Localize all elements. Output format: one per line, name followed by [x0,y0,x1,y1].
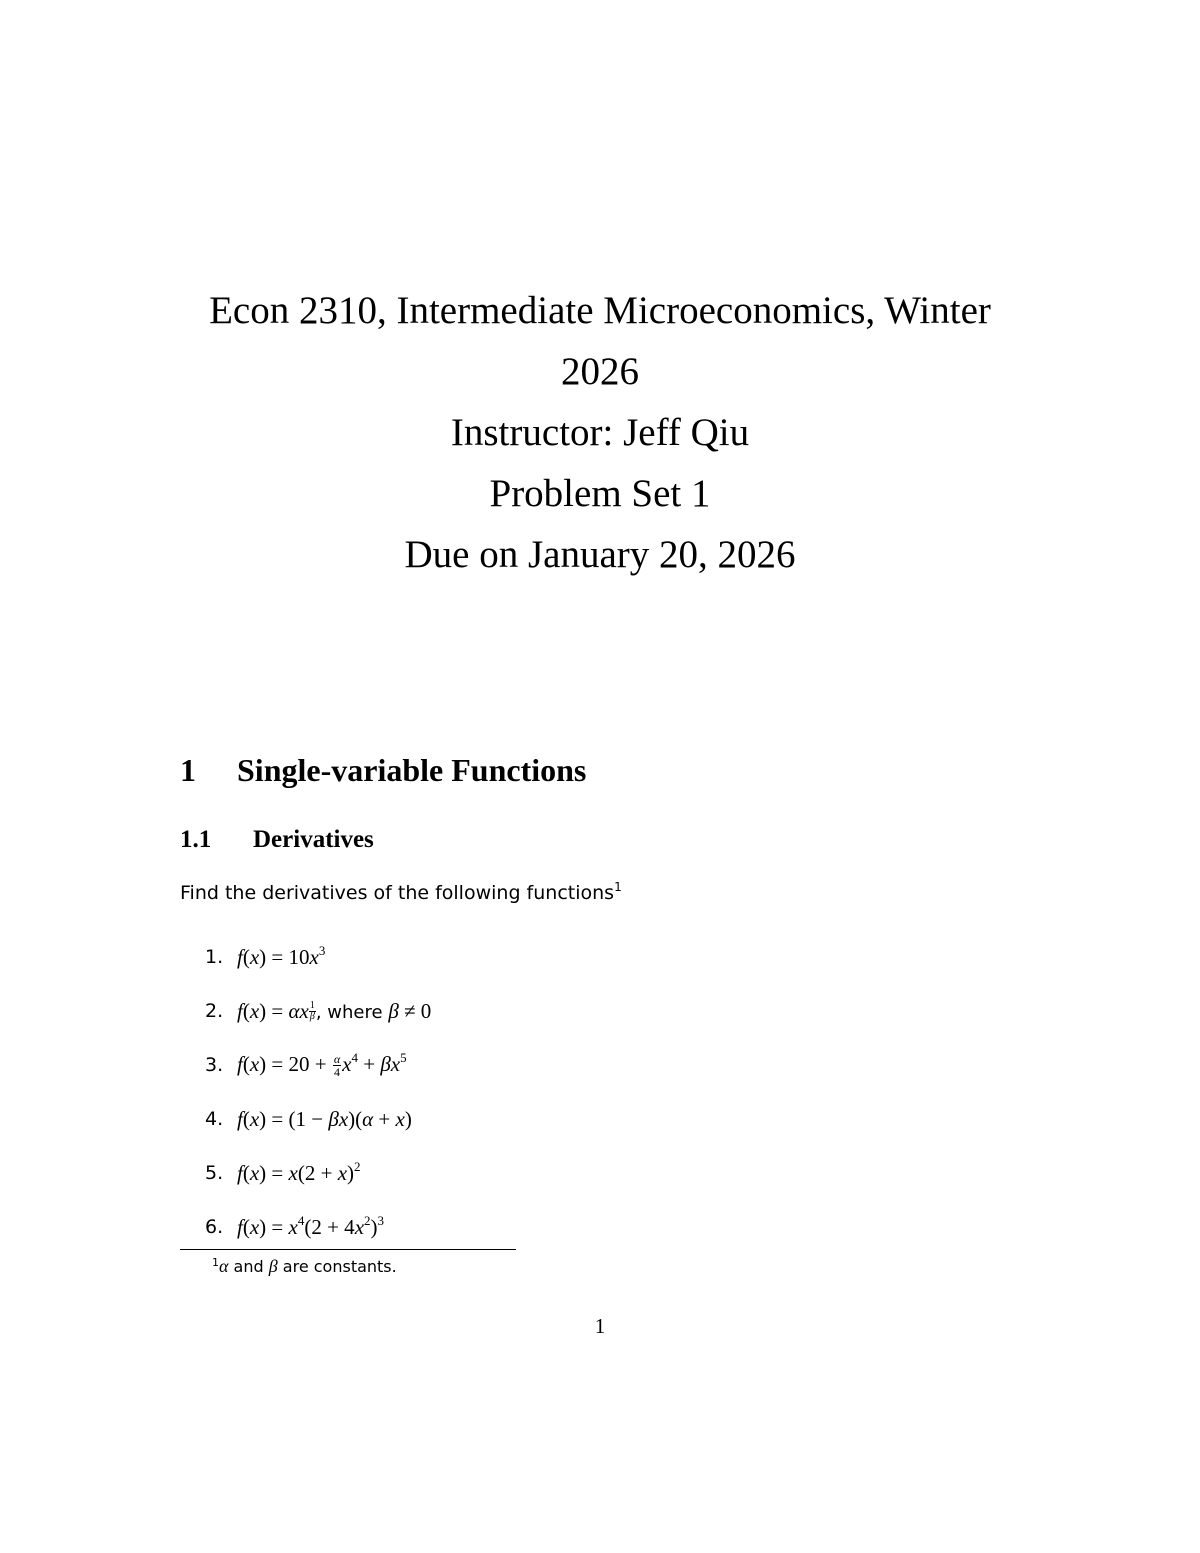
problem-list [205,930,431,1254]
intro-paragraph [180,882,622,904]
problem-expression: f(x) = αx $\frac{1}{\beta}$ , where β ≠ 0 [237,998,432,1023]
problem-number: 1. [205,946,224,968]
footnote-reference[interactable]: 1 [614,880,622,894]
problem-item-2 [205,984,431,1038]
section-number: 1 [180,752,196,788]
title-problem-set: Problem Set 1 [489,472,711,515]
problem-item-1 [205,930,431,984]
problem-number: 5. [205,1162,224,1184]
problem-expression: f(x) = (1 − βx)(α + x) [237,1106,412,1131]
title-course: Econ 2310, Intermediate Microeconomics, Winter [209,289,991,332]
footnote-divider [180,1249,516,1250]
problem-item-4 [205,1092,431,1146]
title-year: 2026 [561,350,639,393]
document-title [150,280,1050,585]
subsection-heading [180,826,374,854]
problem-expression: f(x) = 20 + $\frac{\alpha}{4}$ $x^4 + \beta x^5$ [237,1049,407,1080]
subsection-number: 1.1 [180,826,212,853]
problem-item-3 [205,1038,431,1092]
footnote-mark: 1 [212,1256,219,1269]
page-number: 1 [594,1314,606,1338]
problem-item-6 [205,1200,431,1254]
problem-number: 4. [205,1108,224,1130]
footnote: $^1$α and β are constants. [212,1256,397,1276]
problem-expression: $f(x) = x(2 + x)^2$ [237,1158,361,1185]
problem-expression: $f(x) = x^4(2 + 4x^2)^3$ [237,1212,385,1239]
intro-text: Find the derivatives of the following functions [180,882,615,904]
problem-number: 6. [205,1216,224,1238]
title-instructor: Instructor: Jeff Qiu [450,411,750,454]
title-due-date: Due on January 20, 2026 [404,533,796,576]
subsection-title: Derivatives [253,826,374,853]
problem-expression: $f(x) = 10x^3$ [237,942,326,969]
problem-number: 3. [205,1054,224,1076]
problem-number: 2. [205,1000,224,1022]
section-heading [180,752,586,789]
problem-item-5 [205,1146,431,1200]
section-title: Single-variable Functions [237,752,587,788]
